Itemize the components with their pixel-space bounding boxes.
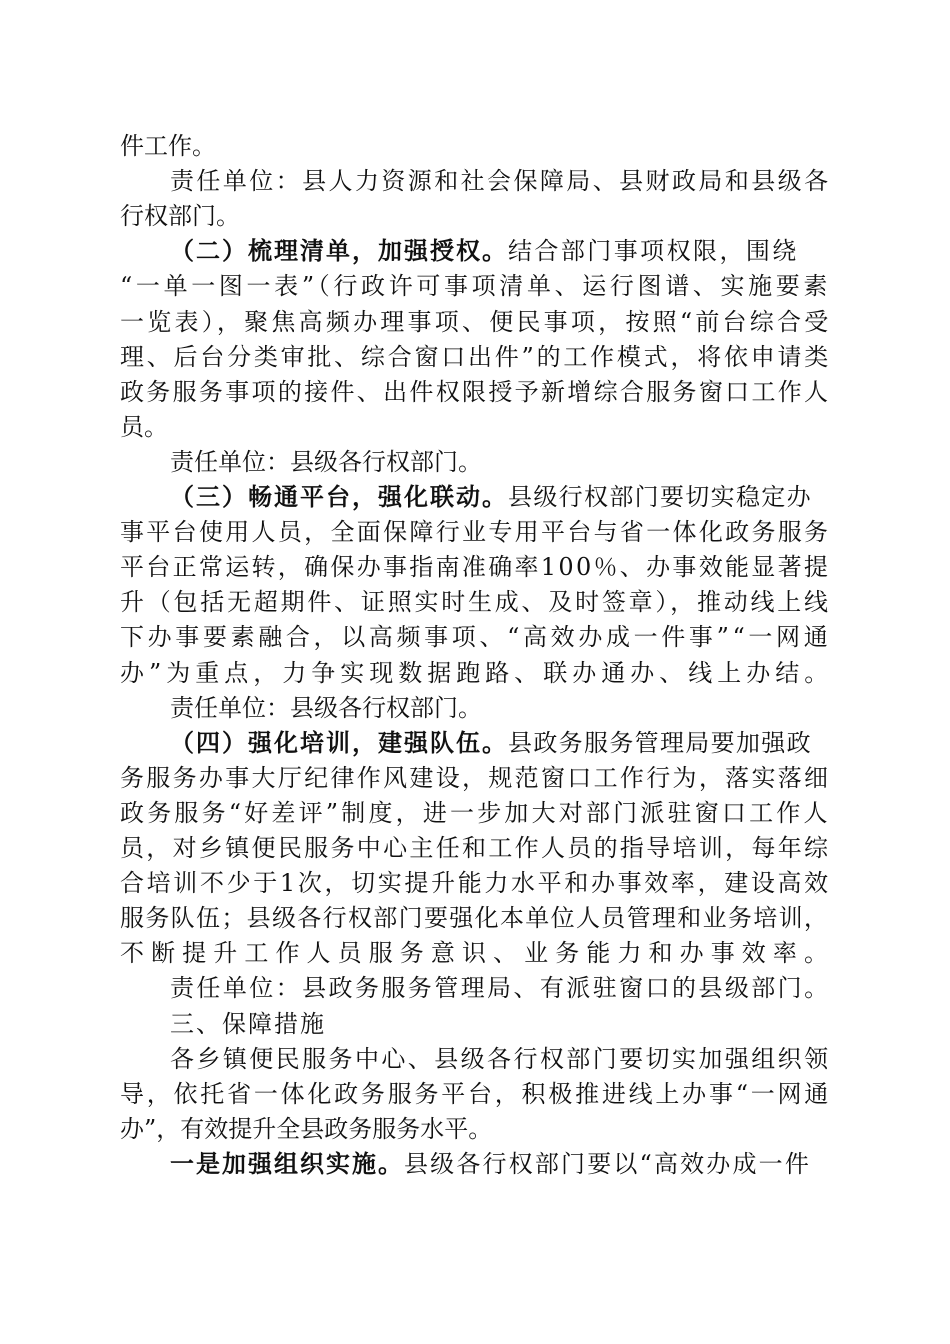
text-line: 政务服务事项的接件、出件权限授予新增综合服务窗口工作人 (120, 377, 831, 406)
text-line: 办”为重点，力争实现数据跑路、联办通办、线上办结。 (120, 658, 834, 687)
text-line: 员，对乡镇便民服务中心主任和工作人员的指导培训，每年综 (120, 834, 831, 862)
text-line: 合培训不少于1次，切实提升能力水平和办事效率，建设高效 (120, 869, 831, 898)
text-line: 一览表），聚焦高频办理事项、便民事项，按照“前台综合受 (120, 307, 832, 336)
text-line: 责任单位：县人力资源和社会保障局、县财政局和县级各 (170, 167, 831, 196)
text-line: “一单一图一表”（行政许可事项清单、运行图谱、实施要素 (120, 272, 832, 301)
section-lead: （四）强化培训，建强队伍。 (170, 727, 508, 757)
text-line: 件工作。 (120, 132, 216, 160)
text-line: 员。 (120, 412, 168, 441)
text-line: 责任单位：县级各行权部门。 (170, 693, 482, 722)
text-line: 行权部门。 (120, 202, 240, 231)
text-line: 理、后台分类审批、综合窗口出件”的工作模式，将依申请类 (120, 342, 832, 371)
text-line: 下办事要素融合，以高频事项、“高效办成一件事”“一网通 (120, 623, 832, 652)
text-line: 责任单位：县级各行权部门。 (170, 447, 482, 476)
text-line: （三）畅通平台，强化联动。县级行权部门要切实稳定办 (170, 482, 812, 511)
section-lead: （二）梳理清单，加强授权。 (170, 236, 508, 266)
section-heading: 三、保障措施 (170, 1009, 326, 1038)
text-line: 不断提升工作人员服务意识、业务能力和办事效率。 (120, 939, 836, 968)
text-line: 事平台使用人员，全面保障行业专用平台与省一体化政务服务 (120, 518, 831, 547)
text-line: 服务队伍；县级各行权部门要强化本单位人员管理和业务培训， (120, 904, 830, 933)
text-line: （四）强化培训，建强队伍。县政务服务管理局要加强政 (170, 727, 812, 757)
text-line: （二）梳理清单，加强授权。结合部门事项权限，围绕 (170, 236, 799, 266)
text-span: 县级各行权部门要以“高效办成一件 (404, 1149, 811, 1178)
text-line: 政务服务“好差评”制度，进一步加大对部门派驻窗口工作人 (120, 798, 831, 827)
text-line: 升（包括无超期件、证照实时生成、及时签章），推动线上线 (120, 588, 831, 617)
text-line: 平台正常运转，确保办事指南准确率100％、办事效能显著提 (120, 553, 831, 582)
text-line: 各乡镇便民服务中心、县级各行权部门要切实加强组织领 (170, 1044, 831, 1073)
text-line: 导，依托省一体化政务服务平台，积极推进线上办事“一网通 (120, 1079, 832, 1108)
text-line (170, 1146, 811, 1182)
section-lead: 一是加强组织实施。 (170, 1148, 404, 1178)
section-lead: （三）畅通平台，强化联动。 (170, 482, 508, 511)
text-line: 办”，有效提升全县政务服务水平。 (120, 1114, 493, 1143)
text-line: 责任单位：县政务服务管理局、有派驻窗口的县级部门。 (170, 974, 831, 1003)
text-line: 务服务办事大厅纪律作风建设，规范窗口工作行为，落实落细 (120, 763, 831, 792)
